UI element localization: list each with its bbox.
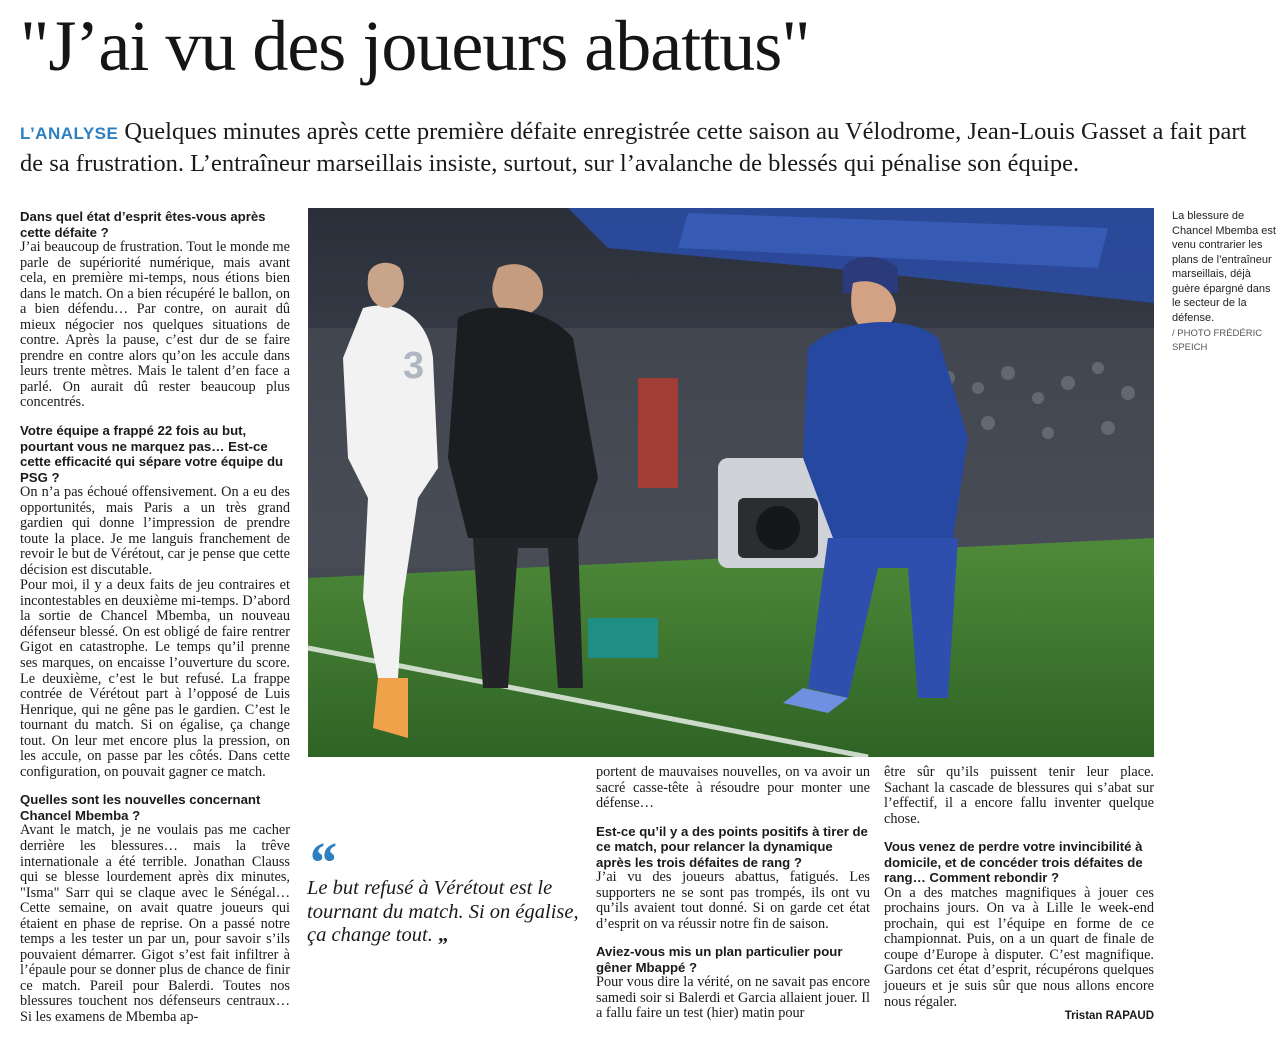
answer-6: On a des matches magnifiques à jouer ces prochains jours. On va à Lille le week-end prochain, qui est l’équipe en forme de ce championnat. Puis, on a un quart de finale de coupe d’Europe à disputer. C’est magnifique. Gardons cet état d’esprit, récupérons quelques joueurs et je suis sûr que nous allons encore nous régaler. (884, 884, 1154, 1010)
steward (638, 378, 678, 488)
question-1: Dans quel état d’esprit êtes-vous après cette défaite ? (20, 209, 266, 240)
column-2 (596, 765, 870, 1022)
answer-3: Avant le match, je ne voulais pas me cacher derrière les blessures… mais la trêve internationale a été terrible. Jonathan Clauss qui se blesse lourdement après dix minutes, "Isma" Sarr qui se claque avec le Sénégal… Cette semaine, on avait quatre joueurs qui étaient en phase de reprise. On a passé notre temps a les tester un par un, pour savoir s’ils pouvaient démarrer. Gigot s’est fait infiltrer à l’épaule pour se donner plus de chance de finir ce match. Pareil pour Balerdi. Toutes nos blessures touchent nos défenseurs centraux… Si les examens de Mbemba ap- (20, 822, 290, 1025)
answer-3-continued: portent de mauvaises nouvelles, on va avoir un sacré casse-tête à résoudre pour monter une défense… (596, 764, 870, 812)
lede-text: Quelques minutes après cette première défaite enregistrée cette saison au Vélodrome, Jean-Louis Gasset a fait part de sa frustration. L’entraîneur marseillais insiste, surtout, sur l’avalanche de blessés qui pénalise son équipe. (20, 118, 1247, 177)
question-6: Vous venez de perdre votre invincibilité à domicile, et de concéder trois défaites de rang… Comment rebondir ? (884, 839, 1143, 886)
question-3: Quelles sont les nouvelles concernant Chancel Mbemba ? (20, 792, 261, 823)
photo-caption (1172, 209, 1280, 355)
answer-5: Pour vous dire la vérité, on ne savait pas encore samedi soir si Balerdi et Garcia allaient jouer. Il a fallu faire un test (hier) matin pour (596, 974, 870, 1022)
open-quote-icon: “ (307, 830, 336, 895)
close-quote-icon: „ (437, 924, 448, 946)
column-1 (20, 209, 290, 1026)
headline: "J’ai vu des joueurs abattus" (20, 6, 810, 86)
svg-text:3: 3 (403, 345, 425, 387)
answer-2b: Pour moi, il y a deux faits de jeu contraires et incontestables en deuxième mi-temps. D’abord la sortie de Chancel Mbemba, un nouveau défenseur blessé. On est obligé de faire rentrer Gigot en catastrophe. Le temps qu’il prenne ses marques, on encaisse l’ouverture du score. Le deuxième, c’est le but refusé. La frappe contrée de Vérétout part à l’opposé de Luis Henrique, qui ne gêne pas le gardien. C’est le tournant du match. Si on égalise, ça change tout. On leur met encore plus la pression, on les accule, on passe par les côtés. Dans cette configuration, on pouvait gagner ce match. (20, 577, 290, 780)
pull-quote (307, 830, 587, 948)
answer-2a: On n’a pas échoué offensivement. On a eu des opportunités, mais Paris a un très grand gardien qui donne l’impression de prendre toute la place. Je me languis franchement de revoir le but de Vérétout, car je pense que cette décision est discutable. (20, 484, 290, 578)
photo-credit: / PHOTO FRÉDÉRIC SPEICH (1172, 328, 1263, 353)
author-signature: Tristan RAPAUD (1064, 1010, 1154, 1022)
question-4: Est-ce qu’il y a des points positifs à tirer de ce match, pour relancer la dynamique après les trois défaites de rang ? (596, 823, 868, 870)
question-2: Votre équipe a frappé 22 fois au but, pourtant vous ne marquez pas… Est-ce cette efficacité qui sépare votre équipe du PSG ? (20, 423, 284, 485)
column-3 (884, 765, 1154, 1010)
question-5: Aviez-vous mis un plan particulier pour gêner Mbappé ? (596, 944, 843, 975)
answer-4: J’ai vu des joueurs abattus, fatigués. Les supporters ne se sont pas trompés, ils ont vu qu’ils avaient tout donné. Si on garde cet état d’esprit on va réussir notre fin de saison. (596, 869, 870, 932)
match-photo (308, 208, 1154, 757)
answer-1: J’ai beaucoup de frustration. Tout le monde me parle de supériorité numérique, mais avant cela, en première mi-temps, nous étions bien dans le match. On a bien récupéré le ballon, on a bien défendu… Par contre, on aurait dû mieux négocier nos quelques situations de contre. Après la pause, c’est dur de se faire prendre en contre alors qu’on les accule dans leurs trente mètres. Mais le talent d’en face a parlé. On aurait dû rester beaucoup plus concentrés. (20, 239, 290, 411)
photo-illustration (308, 208, 1154, 757)
caption-text: La blessure de Chancel Mbemba est venu contrarier les plans de l’entraîneur marseillais, déjà guère épargné dans le secteur de la défense. (1172, 210, 1276, 324)
lede (20, 117, 1265, 179)
camera-box (588, 618, 658, 658)
pull-quote-text: Le but refusé à Vérétout est le tournant du match. Si on égalise, ça change tout. (307, 877, 579, 946)
answer-5-continued: être sûr qu’ils puissent tenir leur place. Sachant la cascade de blessures qui s’abat sur l’effectif, il a encore fallu inventer quelque chose. (884, 764, 1154, 827)
kicker: L’ANALYSE (20, 124, 119, 143)
